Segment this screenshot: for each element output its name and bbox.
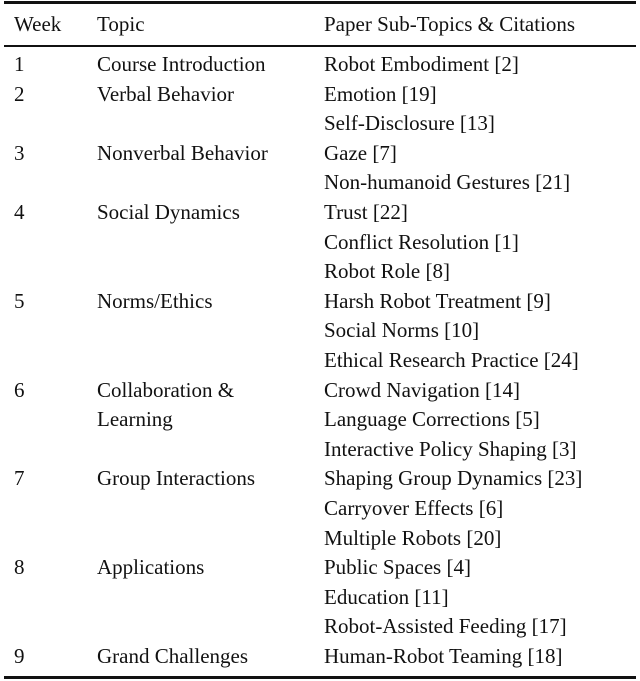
paper-subtopic: Social Norms [10]	[324, 318, 480, 343]
table-row	[4, 464, 636, 494]
table-row	[4, 612, 636, 642]
topic-name: Course Introduction	[97, 52, 266, 76]
paper-subtopic: Robot Role [8]	[324, 259, 450, 284]
paper-subtopic: Interactive Policy Shaping [3]	[324, 436, 577, 461]
week-number: 2	[14, 81, 25, 106]
table-row	[4, 494, 636, 524]
week-number: 6	[14, 377, 25, 402]
table-row	[4, 168, 636, 198]
paper-subtopic: Public Spaces [4]	[324, 555, 471, 580]
table-row	[4, 642, 636, 672]
paper-subtopic: Language Corrections [5]	[324, 407, 540, 432]
table-row	[4, 583, 636, 613]
week-number: 5	[14, 288, 25, 313]
topic-name: Social Dynamics	[97, 199, 240, 224]
table-row	[4, 198, 636, 228]
header-topic: Topic	[97, 12, 145, 36]
week-number: 7	[14, 466, 25, 491]
week-number: 9	[14, 643, 25, 668]
paper-subtopic: Harsh Robot Treatment [9]	[324, 288, 551, 313]
topic-name: Applications	[97, 555, 205, 580]
table-row	[4, 405, 636, 435]
paper-subtopic: Emotion [19]	[324, 81, 437, 106]
topic-name: Nonverbal Behavior	[97, 140, 268, 165]
topic-name: Grand Challenges	[97, 643, 249, 668]
table-row	[4, 45, 636, 80]
table-bottom-rule	[4, 676, 636, 679]
paper-subtopic: Robot Embodiment [2]	[324, 52, 519, 76]
week-number: 1	[14, 52, 25, 76]
paper-subtopic: Trust [22]	[324, 199, 408, 224]
paper-subtopic: Multiple Robots [20]	[324, 525, 502, 550]
table-body	[4, 45, 636, 671]
table-row	[4, 376, 636, 406]
table-row	[4, 257, 636, 287]
paper-subtopic: Human-Robot Teaming [18]	[324, 643, 563, 668]
topic-name: Verbal Behavior	[97, 81, 235, 106]
table-header	[4, 4, 636, 45]
topic-name-line-1: Collaboration &	[97, 377, 235, 402]
paper-subtopic: Non-humanoid Gestures [21]	[324, 170, 571, 195]
table-row	[4, 524, 636, 554]
paper-subtopic: Ethical Research Practice [24]	[324, 347, 579, 372]
table-row	[4, 139, 636, 169]
table-row	[4, 316, 636, 346]
topic-name-line-2: Learning	[97, 407, 173, 432]
week-number: 4	[14, 199, 25, 224]
header-row	[4, 4, 636, 45]
paper-subtopic: Shaping Group Dynamics [23]	[324, 466, 583, 491]
topic-name: Group Interactions	[97, 466, 256, 491]
paper-subtopic: Education [11]	[324, 584, 449, 609]
table-row	[4, 80, 636, 110]
course-schedule-table	[4, 4, 636, 671]
header-week: Week	[14, 12, 62, 36]
table-row	[4, 435, 636, 465]
paper-subtopic: Robot-Assisted Feeding [17]	[324, 614, 567, 639]
paper-subtopic: Conflict Resolution [1]	[324, 229, 519, 254]
table-row	[4, 228, 636, 258]
paper-subtopic: Self-Disclosure [13]	[324, 111, 495, 136]
table-row	[4, 109, 636, 139]
table-row	[4, 346, 636, 376]
paper-subtopic: Gaze [7]	[324, 140, 397, 165]
table-row	[4, 553, 636, 583]
header-papers: Paper Sub-Topics & Citations	[324, 12, 576, 36]
topic-name: Norms/Ethics	[97, 288, 213, 313]
paper-subtopic: Crowd Navigation [14]	[324, 377, 520, 402]
table-row	[4, 287, 636, 317]
paper-subtopic: Carryover Effects [6]	[324, 495, 504, 520]
week-number: 3	[14, 140, 25, 165]
week-number: 8	[14, 555, 25, 580]
